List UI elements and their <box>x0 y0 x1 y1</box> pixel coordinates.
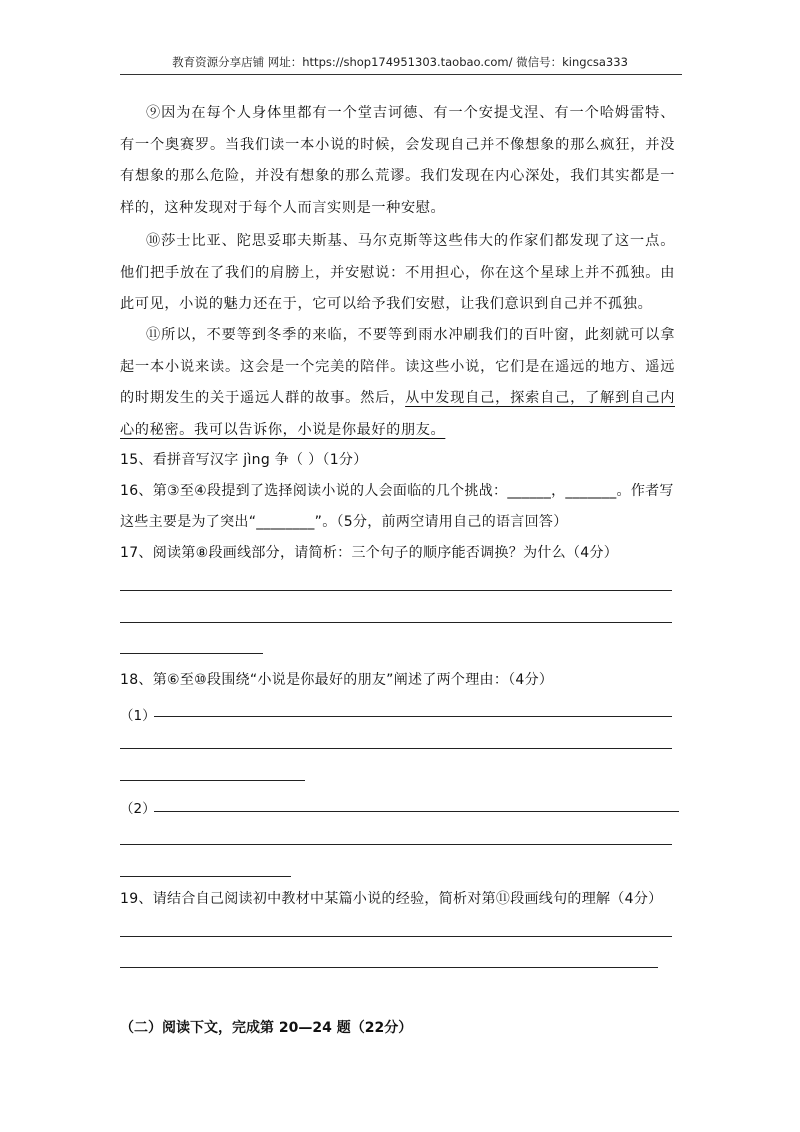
section-heading: （二）阅读下文，完成第 20—24 题（22分） <box>120 1020 413 1036</box>
paragraph-11 <box>120 320 675 446</box>
answer-label-1: （1） <box>120 708 156 724</box>
answer-line[interactable] <box>120 590 672 591</box>
answer-line[interactable] <box>120 967 658 968</box>
answer-line[interactable] <box>120 653 263 654</box>
answer-line[interactable] <box>120 936 672 937</box>
header-divider <box>120 74 682 75</box>
paragraph-10: ⑩莎士比亚、陀思妥耶夫斯基、马尔克斯等这些伟大的作家们都发现了这一点。他们把手放在了我们的肩膀上，并安慰说：不用担心，你在这个星球上并不孤独。由此可见，小说的魅力还在于，它可以给予我们安慰，让我们意识到自己并不孤独。 <box>120 233 675 312</box>
page-header: 教育资源分享店铺 网址：https://shop174951303.taobao.com/ 微信号：kingcsa333 <box>172 55 628 69</box>
paragraph-11-text: ⑪所以，不要等到冬季的来临，不要等到雨水冲刷我们的百叶窗，此刻就可以拿起一本小说来读。这会是一个完美的陪伴。读这些小说，它们是在遥远的地方、遥远的时期发生的关于遥远人群的故事。然后， <box>120 327 675 406</box>
question-17: 17、阅读第⑧段画线部分，请简析：三个句子的顺序能否调换？为什么（4分） <box>120 545 619 561</box>
answer-line[interactable] <box>120 876 291 877</box>
answer-line[interactable] <box>120 780 305 781</box>
answer-line[interactable] <box>154 811 679 812</box>
answer-line[interactable] <box>120 844 672 845</box>
answer-line[interactable] <box>120 748 672 749</box>
answer-label-2: （2） <box>120 801 156 817</box>
question-19: 19、请结合自己阅读初中教材中某篇小说的经验，简析对第⑪段画线句的理解（4分） <box>120 891 663 907</box>
answer-line[interactable] <box>154 716 672 717</box>
question-18: 18、第⑥至⑩段围绕“小说是你最好的朋友”阐述了两个理由：（4分） <box>120 672 554 688</box>
answer-line[interactable] <box>120 622 672 623</box>
paragraph-11-underlined: 从中发现自己，探索自己，了解到自己内心的秘密。我可以告诉你，小说是你最好的朋友。 <box>120 390 675 438</box>
paragraph-9: ⑨因为在每个人身体里都有一个堂吉诃德、有一个安提戈涅、有一个哈姆雷特、有一个奥赛罗。当我们读一本小说的时候，会发现自己并不像想象的那么疯狂，并没有想象的那么危险，并没有想象的那么荒谬。我们发现在内心深处，我们其实都是一样的，这种发现对于每个人而言实则是一种安慰。 <box>120 105 675 216</box>
question-16: 16、第③至④段提到了选择阅读小说的人会面临的几个挑战：______，_______。作者写这些主要是为了突出“________”。（5分，前两空请用自己的语言回答） <box>120 483 674 530</box>
question-15: 15、看拼音写汉字 jìng 争（ ）（1分） <box>120 452 368 468</box>
